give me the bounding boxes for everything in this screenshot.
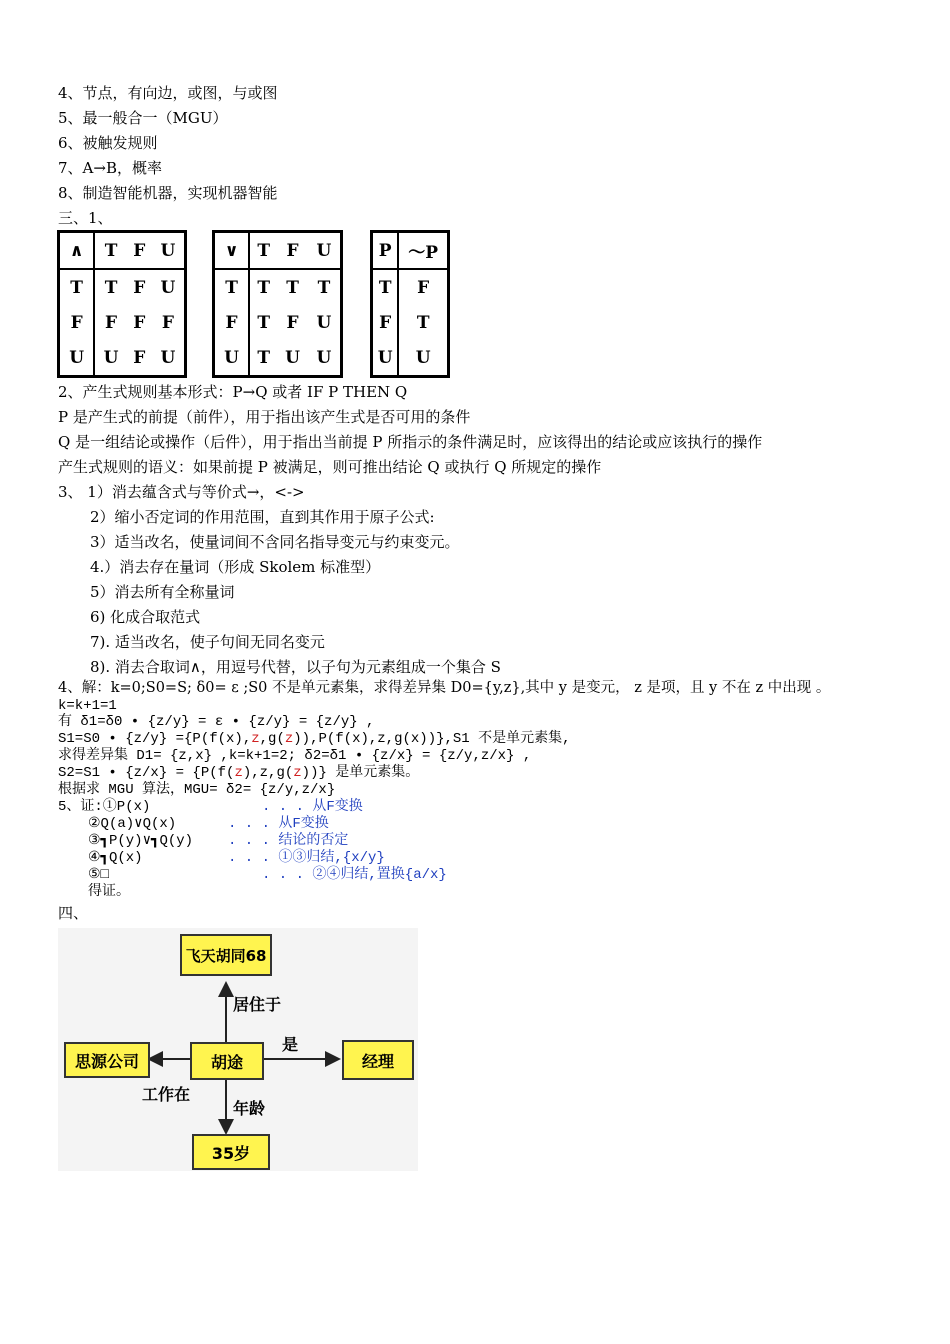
q5-step: ②Q(a)∨Q(x) [88, 816, 177, 832]
table-cell: U [59, 340, 95, 377]
table-cell: F [372, 305, 399, 340]
answer-4: 4、节点，有向边，或图，与或图 [58, 84, 278, 102]
edge-label-lives-in: 居住于 [233, 995, 282, 1014]
table-cell: F [286, 312, 299, 333]
q3-step: 3、 1）消去蕴含式与等价式→，<-> [58, 483, 305, 501]
answer-7: 7、A→B，概率 [58, 159, 162, 177]
table-cell: U [285, 347, 300, 368]
q4-line: 4、解：k=0;S0=S; δ0= ε ;S0 不是单元素集，求得差异集 D0={y,z},其中 y 是变元， z 是项，且 y 不在 z 中出现 。 [58, 680, 831, 696]
q5-note: . . . 结论的否定 [228, 833, 349, 849]
node-center-person: 胡途 [190, 1042, 264, 1080]
table-cell: T [372, 269, 399, 305]
q4-text: ))} 是单元素集。 [301, 765, 420, 781]
q3-step: 5）消去所有全称量词 [90, 583, 235, 601]
table-cell: F [133, 347, 146, 368]
q5-conclusion: 得证。 [88, 884, 130, 900]
table-cell: F [417, 277, 430, 298]
or-truth-table [212, 230, 343, 378]
node-age: 35岁 [192, 1134, 270, 1170]
q3-step: 3）适当改名，使量词间不含同名指导变元与约束变元。 [90, 533, 460, 551]
answer-6: 6、被触发规则 [58, 134, 158, 152]
table-cell: T [286, 277, 299, 298]
table-cell: U [152, 232, 186, 270]
table-cell: U [316, 347, 332, 368]
q5-step: ③┓P(y)∨┓Q(y) [88, 833, 194, 849]
q4-highlight: z [234, 765, 243, 781]
q4-line [58, 731, 571, 747]
q3-step: 2）缩小否定词的作用范围，直到其作用于原子公式: [90, 508, 435, 526]
table-cell: T [257, 347, 271, 368]
table-cell: F [105, 312, 118, 333]
node-company: 思源公司 [64, 1042, 150, 1078]
q4-text: S2=S1 • {z/x} = {P(f( [58, 765, 235, 781]
table-cell: T [249, 232, 277, 270]
table-cell: F [277, 232, 308, 270]
q4-highlight: z [251, 731, 260, 747]
section4-heading: 四、 [58, 904, 89, 922]
table-cell: F [133, 312, 146, 333]
q3-step: 6) 化成合取范式 [90, 608, 201, 626]
table-cell: F [127, 232, 152, 270]
table-cell: F [59, 305, 95, 340]
q4-text: ),z,g( [242, 765, 294, 781]
table-cell: U [103, 347, 119, 368]
table-cell: T [416, 312, 430, 333]
q4-highlight: z [284, 731, 294, 747]
q5-note: . . . 从F变换 [262, 799, 363, 815]
q5-step: 5、证:①P(x) [58, 799, 151, 815]
node-title: 经理 [342, 1040, 414, 1080]
edge-label-age: 年龄 [233, 1099, 266, 1118]
table-cell: T [94, 232, 127, 270]
and-truth-table [57, 230, 187, 378]
table-cell: F [214, 305, 250, 340]
q4-line: k=k+1=1 [58, 698, 117, 714]
q4-text: ,g( [259, 731, 285, 747]
node-address: 飞天胡同68 [180, 934, 272, 976]
q4-highlight: z [293, 765, 302, 781]
table-cell: ～P [398, 232, 448, 270]
table-cell: ∨ [214, 232, 250, 270]
q2-line: Q 是一组结论或操作（后件），用于指出当前提 P 所指示的条件满足时，应该得出的结论或应该执行的操作 [58, 433, 763, 451]
q4-text: )),P(f(x),z,g(x))},S1 不是单元素集, [293, 731, 571, 747]
semantic-network-diagram [58, 928, 418, 1171]
q2-line: 2、产生式规则基本形式：P→Q 或者 IF P THEN Q [58, 383, 408, 401]
section3-heading: 三、1、 [58, 209, 113, 227]
q5-note: . . . ②④归结,置换{a/x} [262, 867, 447, 883]
table-cell: T [59, 269, 95, 305]
q4-line: 求得差异集 D1= {z,x} ,k=k+1=2; δ2=δ1 • {z/x} = {z/y,z/x} , [58, 748, 532, 764]
q5-note: . . . ①③归结,{x/y} [228, 850, 385, 866]
q5-step: ④┓Q(x) [88, 850, 143, 866]
table-cell: T [257, 312, 271, 333]
q3-step: 7). 适当改名，使子句间无同名变元 [90, 633, 325, 651]
table-cell: T [257, 277, 271, 298]
not-truth-table [370, 230, 450, 378]
table-cell: ∧ [59, 232, 95, 270]
q3-step: 4.）消去存在量词（形成 Skolem 标准型） [90, 558, 381, 576]
table-cell: F [133, 277, 146, 298]
table-cell: F [161, 312, 174, 333]
q2-line: P 是产生式的前提（前件），用于指出该产生式是否可用的条件 [58, 408, 471, 426]
q4-text: S1=S0 • {z/y} ={P(f(x), [58, 731, 252, 747]
q5-step: ⑤□ [88, 867, 109, 883]
table-cell: U [308, 232, 342, 270]
edge-label-is: 是 [282, 1035, 299, 1054]
q4-line: 根据求 MGU 算法，MGU= δ2= {z/y,z/x} [58, 782, 336, 798]
q5-note: . . . 从F变换 [228, 816, 329, 832]
answer-5: 5、最一般合一（MGU） [58, 109, 228, 127]
table-cell: T [317, 277, 331, 298]
table-cell: U [372, 340, 399, 377]
q3-step: 8). 消去合取词∧，用逗号代替，以子句为元素组成一个集合 S [90, 658, 501, 676]
table-cell: U [160, 347, 176, 368]
table-cell: T [104, 277, 118, 298]
table-cell: U [316, 312, 332, 333]
edge-label-works-at: 工作在 [142, 1085, 191, 1104]
answer-8: 8、制造智能机器，实现机器智能 [58, 184, 278, 202]
table-cell: T [214, 269, 250, 305]
q4-line: 有 δ1=δ0 • {z/y} = ε • {z/y} = {z/y} , [58, 714, 375, 730]
table-cell: U [160, 277, 176, 298]
table-cell: P [372, 232, 399, 270]
q2-line: 产生式规则的语义：如果前提 P 被满足，则可推出结论 Q 或执行 Q 所规定的操作 [58, 458, 602, 476]
q4-line [58, 765, 419, 781]
table-cell: U [214, 340, 250, 377]
table-cell: U [415, 347, 431, 368]
